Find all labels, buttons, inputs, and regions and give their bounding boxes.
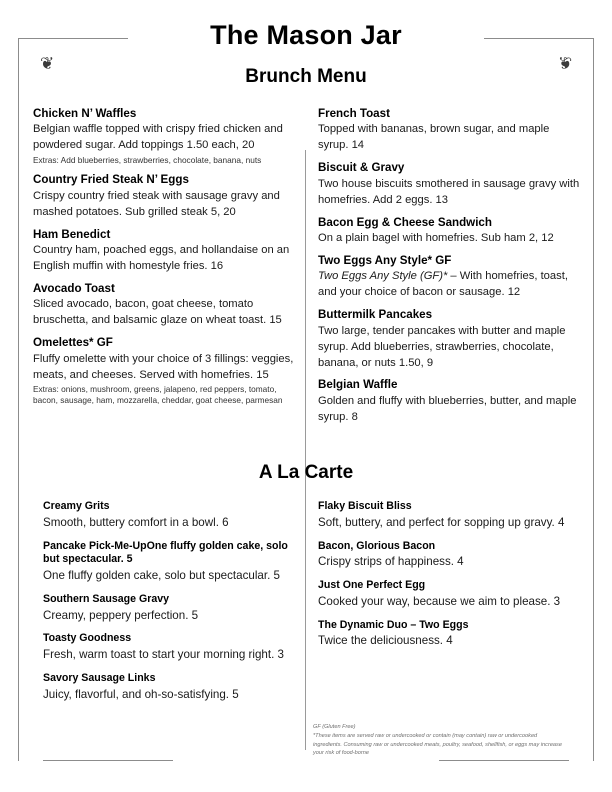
flourish-ornament-icon: ❦	[557, 54, 572, 74]
menu-item-description: Golden and fluffy with blueberries, butter, and maple syrup. 8	[318, 394, 577, 423]
menu-item-description: Juicy, flavorful, and oh-so-satisfying. 5	[43, 687, 239, 701]
menu-item-description: Country ham, poached eggs, and hollandaise on an English muffin with homestyle fries. 16	[33, 244, 290, 272]
menu-item	[318, 254, 582, 301]
menu-item-name: Creamy Grits	[43, 500, 110, 512]
menu-item	[33, 173, 295, 220]
menu-item-name: Country Fried Steak N’ Eggs	[33, 173, 189, 187]
menu-item	[318, 579, 576, 611]
menu-item-name: Buttermilk Pancakes	[318, 308, 433, 322]
menu-item-name: Pancake Pick-Me-UpOne fluffy golden cake, solo but spectacular. 5	[43, 539, 288, 566]
menu-item-name: Two Eggs Any Style* GF	[318, 253, 452, 267]
menu-item-description: Sliced avocado, bacon, goat cheese, tomato bruschetta, and balsamic glaze on wheat toast. 15	[33, 298, 282, 327]
a-la-carte-right-column	[318, 500, 576, 658]
menu-item-description: Soft, buttery, and perfect for sopping up gravy. 4	[318, 515, 565, 529]
menu-item-name: French Toast	[318, 107, 390, 120]
menu-item	[318, 216, 582, 247]
menu-item-extras: Extras: Add blueberries, strawberries, chocolate, banana, nuts	[33, 155, 262, 166]
menu-item	[318, 540, 576, 572]
menu-item-name: Flaky Biscuit Bliss	[318, 500, 412, 512]
menu-item-name: Southern Sausage Gravy	[43, 592, 169, 605]
menu-item	[43, 540, 295, 585]
menu-item-name: Just One Perfect Egg	[318, 579, 426, 592]
menu-item-name: Avocado Toast	[33, 281, 115, 295]
menu-item-description: Topped with bananas, brown sugar, and maple syrup. 14	[318, 123, 550, 152]
menu-item	[318, 619, 576, 651]
menu-item-description-rest: – With homefries, toast, and your choice of bacon or sausage. 12	[318, 270, 568, 299]
brunch-right-column	[318, 107, 582, 433]
menu-item-description: One fluffy golden cake, solo but spectacular. 5	[43, 569, 280, 583]
menu-item	[43, 632, 295, 664]
menu-item	[43, 593, 295, 625]
page-title: The Mason Jar	[210, 20, 402, 50]
brunch-left-column	[33, 107, 295, 413]
footnote-disclaimer	[313, 723, 563, 758]
menu-item	[43, 500, 295, 532]
menu-item-description: Crispy strips of happiness. 4	[318, 555, 464, 569]
frame-border-bottom-left	[43, 760, 173, 761]
menu-item	[318, 308, 582, 371]
menu-item-description: Two large, tender pancakes with butter and maple syrup. Add blueberries, strawberries, chocolate, banana, or nuts 1.50, 9	[318, 324, 566, 369]
menu-item	[33, 107, 295, 166]
menu-item	[33, 282, 295, 329]
menu-item-name: Bacon Egg & Cheese Sandwich	[318, 215, 492, 229]
menu-subtitle: Brunch Menu	[245, 66, 367, 87]
menu-item-description: Smooth, buttery comfort in a bowl. 6	[43, 515, 229, 529]
menu-item-description: Crispy country fried steak with sausage gravy and mashed potatoes. Sub grilled steak 5, 20	[33, 189, 280, 218]
menu-item	[318, 378, 582, 425]
menu-item-description: Fresh, warm toast to start your morning right. 3	[43, 648, 284, 662]
flourish-ornament-icon: ❦	[40, 54, 55, 74]
menu-item-description: Twice the deliciousness. 4	[318, 634, 453, 648]
menu-item-name: Omelettes* GF	[33, 336, 113, 350]
menu-item	[33, 228, 295, 275]
menu-item-description: Creamy, peppery perfection. 5	[43, 608, 199, 622]
menu-item-name: Biscuit & Gravy	[318, 161, 405, 175]
a-la-carte-left-column	[43, 500, 295, 712]
menu-item	[318, 161, 582, 208]
menu-item-name: Savory Sausage Links	[43, 672, 156, 685]
menu-item	[318, 107, 582, 154]
menu-item	[318, 500, 576, 532]
menu-item-description: Two house biscuits smothered in sausage gravy with homefries. Add 2 eggs. 13	[318, 177, 580, 206]
menu-item-name: Belgian Waffle	[318, 378, 398, 392]
menu-item-description: Cooked your way, because we aim to please. 3	[318, 594, 561, 608]
a-la-carte-heading: A La Carte	[258, 462, 354, 483]
menu-item-description: On a plain bagel with homefries. Sub ham 2, 12	[318, 232, 554, 245]
raw-food-disclaimer: *These items are served raw or undercooked or contain (may contain) raw or undercooked ingredients. Consuming raw or undercooked meats, poultry, seafood, shellfish, or eggs may increase your risk of food-borne	[313, 733, 562, 756]
column-divider	[305, 150, 306, 750]
menu-item-extras: Extras: onions, mushroom, greens, jalapeno, red peppers, tomato, bacon, sausage, ham, mozzarella, cheddar, goat cheese, parmesan	[33, 384, 283, 406]
menu-item	[43, 672, 295, 704]
gluten-free-legend: GF (Gluten Free)	[313, 724, 356, 730]
frame-border-bottom-right	[439, 760, 569, 761]
menu-item-description: Belgian waffle topped with crispy fried chicken and powdered sugar. Add toppings 1.50 each, 20	[33, 123, 283, 152]
menu-item-name: The Dynamic Duo – Two Eggs	[318, 618, 469, 631]
frame-border-right	[593, 38, 594, 761]
menu-item-description-italic: Two Eggs Any Style (GF)*	[318, 270, 448, 283]
menu-item-name: Ham Benedict	[33, 227, 111, 241]
menu-item-description	[318, 269, 582, 301]
frame-border-left	[18, 38, 19, 761]
menu-item-name: Chicken N’ Waffles	[33, 107, 137, 120]
menu-item-name: Bacon, Glorious Bacon	[318, 539, 436, 552]
menu-item-description: Fluffy omelette with your choice of 3 fillings: veggies, meats, and cheeses. Served with homefries. 15	[33, 352, 294, 381]
menu-item-name: Toasty Goodness	[43, 632, 132, 645]
menu-item	[33, 336, 295, 406]
